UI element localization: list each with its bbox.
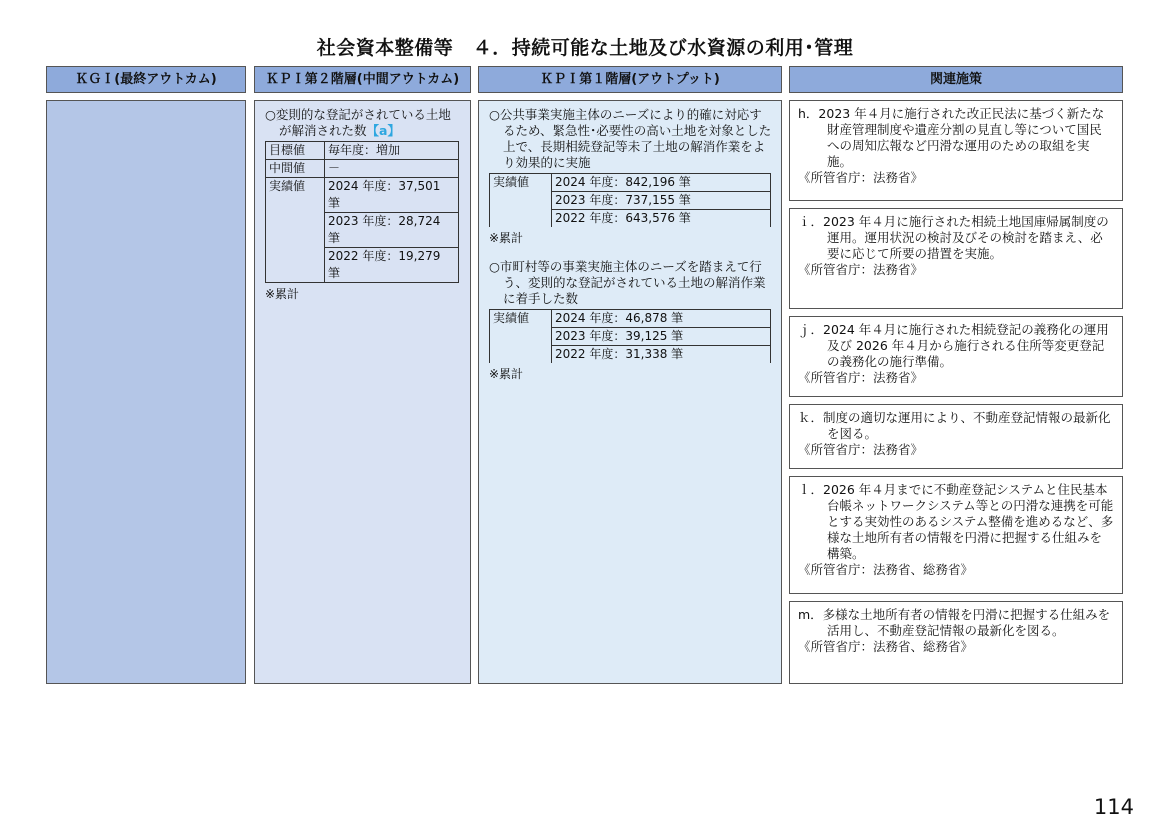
measure-box-l	[789, 476, 1123, 594]
measure-box-h	[789, 100, 1123, 201]
kpi2-row-label: 目標値	[266, 142, 325, 160]
table-row	[490, 174, 771, 192]
kpi2-result-label: 実績値	[266, 178, 325, 283]
kpi1-item-1-table	[489, 173, 771, 227]
kpi1-item-2-table	[489, 309, 771, 363]
kpi2-item	[265, 107, 462, 139]
kpi1-result-value: 2024 年度：46,878 筆	[552, 310, 771, 328]
header-kpi1: ＫＰＩ第１階層(アウトプット)	[478, 66, 782, 93]
measure-box-i	[789, 208, 1123, 309]
kpi1-result-value: 2023 年度：737,155 筆	[552, 192, 771, 210]
measure-ministry: 《所管省庁：法務省》	[798, 170, 924, 185]
measure-box-k	[789, 404, 1123, 469]
measure-text: ｊ．2024 年４月に施行された相続登記の義務化の運用及び 2026 年４月から施行される住所等変更登記の義務化の施行準備。	[798, 322, 1109, 369]
measure-box-m	[789, 601, 1123, 684]
measure-text: h．2023 年４月に施行された改正民法に基づく新たな財産管理制度や遺産分割の見直し等について国民への周知広報など円滑な運用のための取組を実施。	[798, 106, 1105, 169]
kpi2-item-text: ○変則的な登記がされている土地が解消された数	[265, 107, 451, 138]
kpi1-item-1-text: ○公共事業実施主体のニーズにより的確に対応するため、緊急性･必要性の高い土地を対象とした上で、長期相続登記等未了土地の解消作業をより効果的に実施	[489, 107, 772, 170]
kpi2-column	[254, 100, 471, 684]
kpi1-result-value: 2022 年度：31,338 筆	[552, 346, 771, 364]
kpi2-tag-open: 【	[366, 123, 380, 138]
table-row	[266, 160, 459, 178]
kpi1-result-value: 2022 年度：643,576 筆	[552, 210, 771, 228]
header-kpi2: ＫＰＩ第２階層(中間アウトカム)	[254, 66, 471, 93]
measure-text: m．多様な土地所有者の情報を円滑に把握する仕組みを活用し、不動産登記情報の最新化を図る。	[798, 607, 1111, 638]
kpi2-row-label: 中間値	[266, 160, 325, 178]
kpi2-result-value: 2022 年度：19,279 筆	[325, 248, 459, 283]
header-measures: 関連施策	[789, 66, 1123, 93]
measure-ministry: 《所管省庁：法務省、総務省》	[798, 562, 974, 577]
kpi1-result-label: 実績値	[490, 310, 552, 364]
measure-box-j	[789, 316, 1123, 397]
kpi2-result-value: 2024 年度：37,501 筆	[325, 178, 459, 213]
kpi2-tag-close: 】	[387, 123, 400, 138]
kpi2-row-value: 毎年度：増加	[325, 142, 459, 160]
kpi1-result-value: 2024 年度：842,196 筆	[552, 174, 771, 192]
kpi2-note: ※累計	[265, 287, 300, 301]
table-row	[490, 310, 771, 328]
measure-ministry: 《所管省庁：法務省》	[798, 442, 924, 457]
measure-ministry: 《所管省庁：法務省》	[798, 262, 924, 277]
kpi1-result-label: 実績値	[490, 174, 552, 228]
page-title: 社会資本整備等 ４．持続可能な土地及び水資源の利用･管理	[316, 37, 854, 59]
kpi1-item-2-note: ※累計	[489, 367, 524, 381]
table-row	[266, 142, 459, 160]
kpi2-table	[265, 141, 459, 283]
kpi2-result-value: 2023 年度：28,724 筆	[325, 213, 459, 248]
kpi1-item-1-note: ※累計	[489, 231, 524, 245]
measure-text: ｋ．制度の適切な運用により、不動産登記情報の最新化を図る。	[798, 410, 1111, 441]
page-number: 114	[1093, 795, 1134, 819]
table-row	[266, 178, 459, 213]
measure-text: ｉ．2023 年４月に施行された相続土地国庫帰属制度の運用。運用状況の検討及びその検討を踏まえ、必要に応じて所要の措置を実施。	[798, 214, 1109, 261]
measure-ministry: 《所管省庁：法務省》	[798, 370, 924, 385]
header-kgi: ＫＧＩ(最終アウトカム)	[46, 66, 246, 93]
measure-ministry: 《所管省庁：法務省、総務省》	[798, 639, 974, 654]
kpi1-column	[478, 100, 782, 684]
kpi1-item-2-text: ○市町村等の事業実施主体のニーズを踏まえて行う、変則的な登記がされている土地の解消作業に着手した数	[489, 259, 766, 306]
kpi1-result-value: 2023 年度：39,125 筆	[552, 328, 771, 346]
kgi-column	[46, 100, 246, 684]
kpi2-tag: a	[379, 123, 388, 138]
kpi2-row-value: －	[325, 160, 459, 178]
measure-text: ｌ．2026 年４月までに不動産登記システムと住民基本台帳ネットワークシステム等との円滑な連携を可能とする実効性のあるシステム整備を進めるなど、多様な土地所有者の情報を円滑に把握する仕組みを構築。	[798, 482, 1114, 561]
